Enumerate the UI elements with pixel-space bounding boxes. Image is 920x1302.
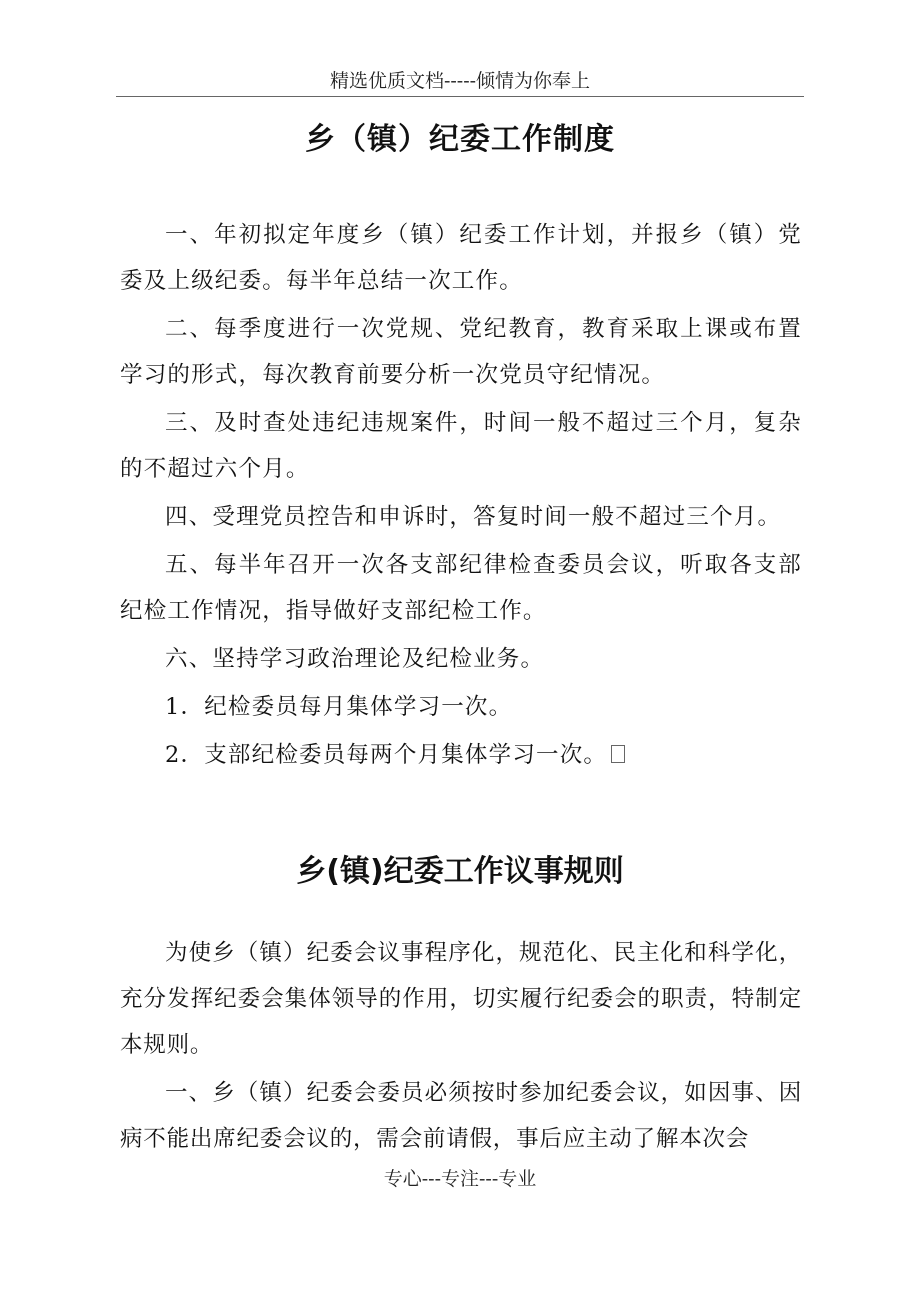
header-divider xyxy=(116,96,804,97)
paragraph-last xyxy=(120,732,802,778)
paragraph: 五、每半年召开一次各支部纪律检查委员会议，听取各支部纪检工作情况，指导做好支部纪检工作。 xyxy=(120,552,802,624)
paragraph: 一、年初拟定年度乡（镇）纪委工作计划，并报乡（镇）党委及上级纪委。每半年总结一次工作。 xyxy=(120,222,802,294)
paragraph-text: 2．支部纪检委员每两个月集体学习一次。 xyxy=(165,742,608,768)
paragraph: 二、每季度进行一次党规、党纪教育，教育采取上课或布置学习的形式，每次教育前要分析一次党员守纪情况。 xyxy=(120,316,802,388)
section2-body xyxy=(120,930,802,1164)
section1-body xyxy=(120,212,802,780)
section1-title: 乡（镇）纪委工作制度 xyxy=(305,122,615,157)
paragraph: 四、受理党员控告和申诉时，答复时间一般不超过三个月。 xyxy=(165,504,782,530)
page-footer: 专心---专注---专业 xyxy=(383,1168,537,1190)
page-header: 精选优质文档-----倾情为你奉上 xyxy=(329,70,591,92)
paragraph: 1．纪检委员每月集体学习一次。 xyxy=(165,694,513,720)
paragraph: 一、乡（镇）纪委会委员必须按时参加纪委会议，如因事、因病不能出席纪委会议的，需会前请假，事后应主动了解本次会 xyxy=(120,1080,802,1152)
paragraph: 六、坚持学习政治理论及纪检业务。 xyxy=(165,646,545,672)
paragraph: 三、及时查处违纪违规案件，时间一般不超过三个月，复杂的不超过六个月。 xyxy=(120,410,802,482)
section2-title: 乡(镇)纪委工作议事规则 xyxy=(296,854,624,889)
paragraph: 为使乡（镇）纪委会议事程序化，规范化、民主化和科学化，充分发挥纪委会集体领导的作用，切实履行纪委会的职责，特制定本规则。 xyxy=(120,940,802,1058)
placeholder-box-icon xyxy=(611,745,625,763)
